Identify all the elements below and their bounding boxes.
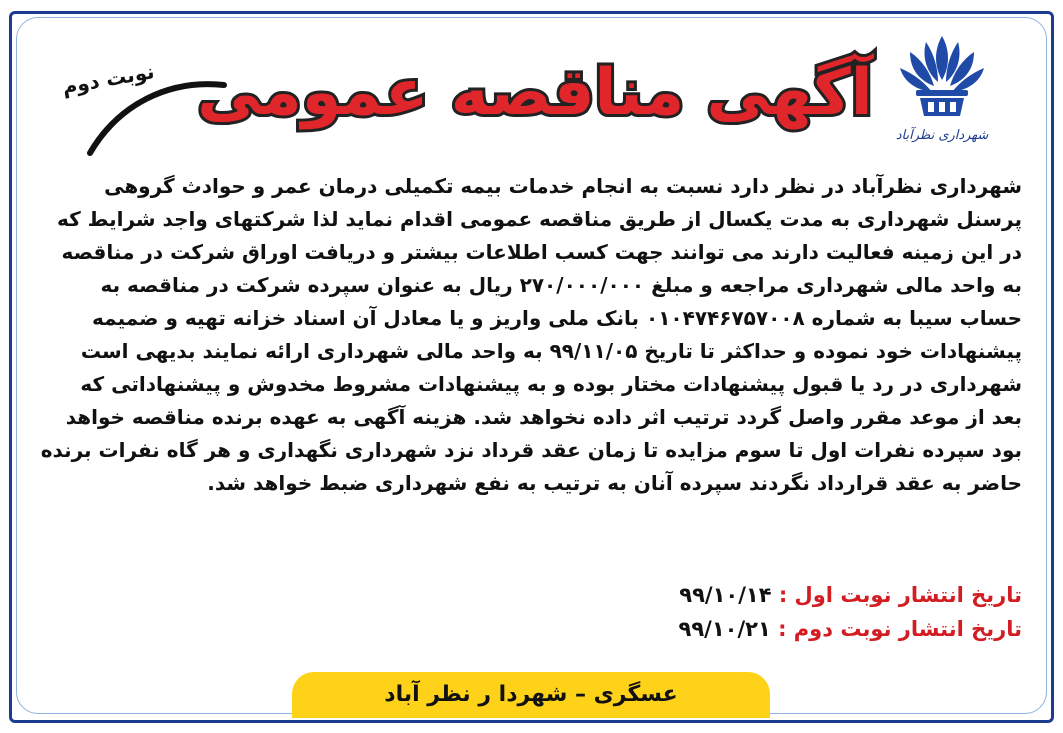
- round-badge-text: نوبت دوم: [60, 59, 157, 99]
- round-badge: [28, 58, 188, 98]
- publish-second-line: [30, 612, 1022, 646]
- ad-body: [30, 170, 1022, 500]
- body-line: شهرداری در رد یا قبول پیشنهادات مختار بوده و به پیشنهادات مشروط مخدوش و پیشنهاداتی که: [80, 372, 1022, 396]
- ad-title-text: آگهی مناقصه عمومی: [197, 56, 873, 130]
- publish-second-label: تاریخ انتشار نوبت دوم :: [778, 617, 1022, 641]
- publish-dates: [30, 578, 1022, 646]
- publish-second-date: ۹۹/۱۰/۲۱: [678, 617, 771, 641]
- publish-first-line: [30, 578, 1022, 612]
- ad-title: [197, 38, 873, 148]
- logo-caption: شهرداری نظرآباد: [895, 128, 989, 143]
- body-line: پرسنل شهرداری به مدت یکسال از طریق مناقصه عمومی اقدام نماید لذا شرکتهای واجد شرایط که: [56, 207, 1022, 231]
- publish-first-date: ۹۹/۱۰/۱۴: [679, 583, 772, 607]
- publish-first-label: تاریخ انتشار نوبت اول :: [778, 583, 1022, 607]
- body-line: حاضر به عقد قرارداد نگردند سپرده آنان به ترتیب به نفع شهرداری ضبط خواهد شد.: [207, 471, 1022, 495]
- body-line: حساب سیبا به شماره ۰۱۰۴۷۴۶۷۵۷۰۰۸ بانک ملی واریز و یا معادل آن اسناد خزانه تهیه و ضمیمه: [92, 306, 1022, 330]
- body-line: شهرداری نظرآباد در نظر دارد نسبت به انجام خدمات بیمه تکمیلی درمان عمر و حوادث گروهی: [104, 174, 1022, 198]
- body-line: بعد از موعد مقرر واصل گردد ترتیب اثر داده نخواهد شد. هزینه آگهی به عهده برنده مناقصه خواهد: [65, 405, 1022, 429]
- signature-text: عسگری – شهردا ر نظر آباد: [384, 682, 678, 707]
- body-line: در این زمینه فعالیت دارند می توانند جهت کسب اطلاعات بیشتر و دریافت اوراق شرکت در مناقصه: [61, 240, 1022, 264]
- body-line: بود سپرده نفرات اول تا سوم مزایده تا زمان عقد قرداد نزد شهرداری نگهداری و هر گاه نفرات برنده: [40, 438, 1022, 462]
- body-line: پیشنهادات خود نموده و حداکثر تا تاریخ ۹۹/۱۱/۰۵ به واحد مالی شهرداری ارائه نمایند بدیهی است: [80, 339, 1022, 363]
- signature-banner: [292, 672, 770, 718]
- body-line: به واحد مالی شهرداری مراجعه و مبلغ ۲۷۰/۰۰۰/۰۰۰ ریال به عنوان سپرده شرکت در مناقصه به: [100, 273, 1022, 297]
